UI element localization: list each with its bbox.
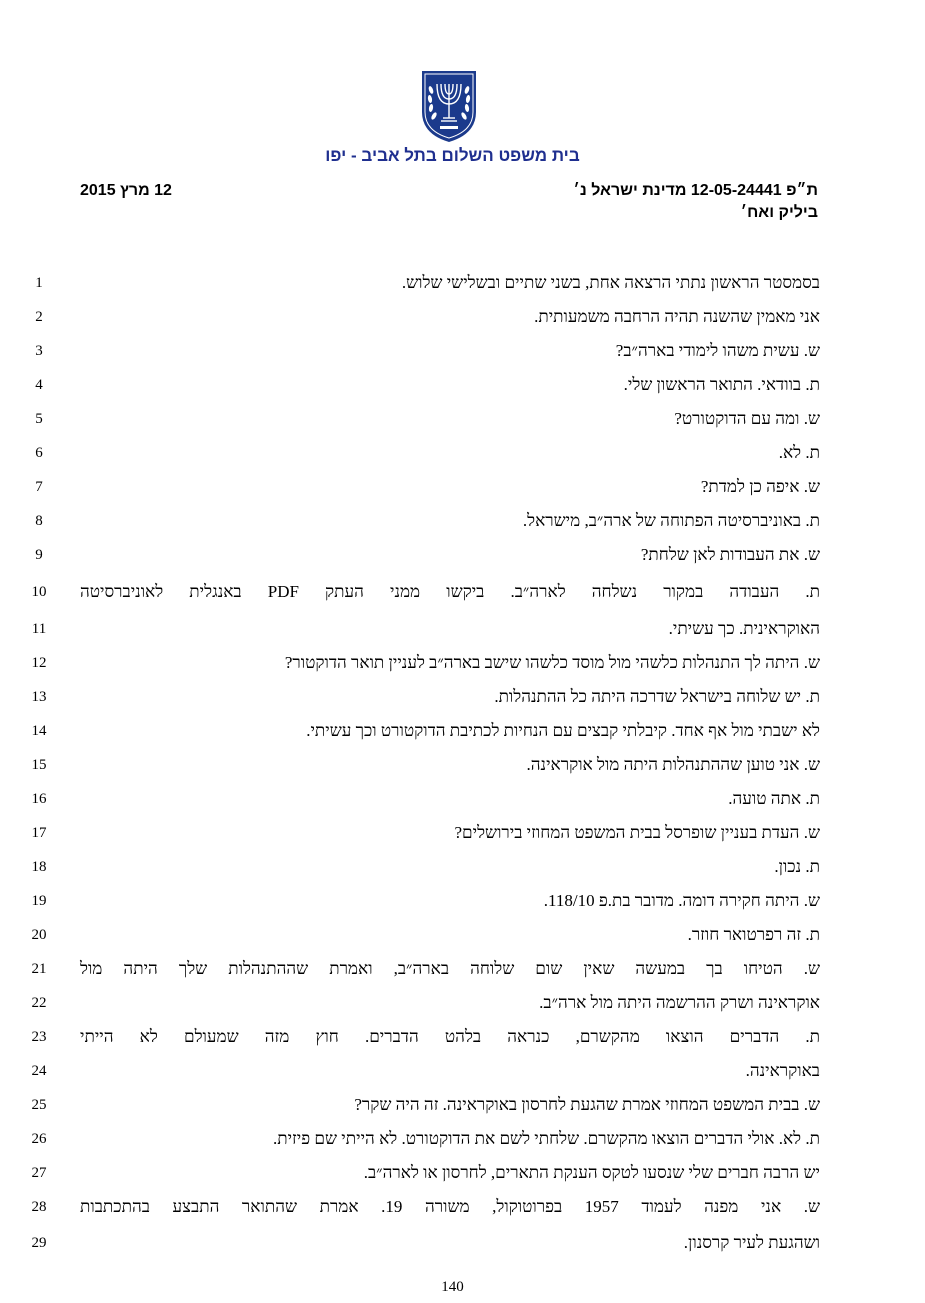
line-number: 2 bbox=[35, 309, 43, 325]
line-number: 3 bbox=[35, 343, 43, 359]
transcript-line: ת. אתה טועה. bbox=[728, 789, 820, 808]
line-number: 15 bbox=[31, 757, 47, 773]
line-number: 18 bbox=[31, 859, 47, 875]
line-number: 22 bbox=[31, 995, 47, 1011]
transcript-line: ושהגעת לעיר קרסנון. bbox=[683, 1233, 820, 1252]
transcript-line: ש. אני טוען שההתנהלות היתה מול אוקראינה. bbox=[526, 755, 820, 774]
page-number: 140 bbox=[441, 1279, 464, 1295]
transcript-line: ש. היתה לך התנהלות כלשהי מול מוסד כלשהו שישב בארה״ב לעניין תואר הדוקטור? bbox=[284, 653, 820, 672]
transcript-line: באוקראינה. bbox=[745, 1061, 820, 1080]
transcript-line: ש. הטיחו בך במעשה שאין שום שלוחה בארה״ב, ואמרת שההתנהלות שלך היתה מול bbox=[80, 959, 820, 978]
line-number: 26 bbox=[31, 1131, 47, 1147]
transcript-line: ת. באוניברסיטה הפתוחה של ארה״ב, מישראל. bbox=[522, 511, 820, 530]
transcript-line: ת. לא. bbox=[778, 443, 820, 462]
line-number: 11 bbox=[31, 621, 47, 637]
transcript-line: ת. נכון. bbox=[774, 857, 820, 876]
line-number: 4 bbox=[35, 377, 43, 393]
line-number: 8 bbox=[35, 513, 43, 529]
transcript-line: ש. איפה כן למדת? bbox=[700, 477, 820, 496]
line-number: 12 bbox=[31, 655, 47, 671]
transcript-line: ת. יש שלוחה בישראל שדרכה היתה כל ההתנהלות. bbox=[494, 687, 820, 706]
hearing-date: 12 מרץ 2015 bbox=[80, 182, 172, 199]
transcript-line: ש. עשית משהו לימודי בארה״ב? bbox=[615, 341, 820, 360]
line-number: 1 bbox=[35, 275, 43, 291]
transcript-line: ת. בוודאי. התואר הראשון שלי. bbox=[623, 375, 820, 394]
transcript-line: ת. זה רפרטואר חוזר. bbox=[687, 925, 820, 944]
line-number: 23 bbox=[31, 1029, 47, 1045]
line-number: 7 bbox=[35, 479, 43, 495]
line-number: 20 bbox=[31, 927, 47, 943]
transcript-line: ת. העבודה במקור נשלחה לארה״ב. ביקשו ממני העתק PDF באנגלית לאוניברסיטה bbox=[80, 582, 820, 601]
line-number: 5 bbox=[35, 411, 43, 427]
transcript-line: אוקראינה ושרק ההרשמה היתה מול ארה״ב. bbox=[539, 993, 820, 1012]
defendants: ביליק ואח׳ bbox=[740, 204, 818, 221]
line-number: 29 bbox=[31, 1235, 47, 1251]
line-number: 17 bbox=[31, 825, 47, 841]
case-number: ת״פ 12-05-24441 מדינת ישראל נ׳ bbox=[573, 182, 818, 199]
transcript-line: לא ישבתי מול אף אחד. קיבלתי קבצים עם הנחיות לכתיבת הדוקטורט וכך עשיתי. bbox=[306, 721, 820, 740]
line-number: 27 bbox=[31, 1165, 47, 1181]
line-number: 16 bbox=[31, 791, 47, 807]
transcript-line: אני מאמין שהשנה תהיה הרחבה משמעותית. bbox=[534, 307, 820, 326]
line-number: 10 bbox=[31, 584, 47, 600]
transcript-line: האוקראינית. כך עשיתי. bbox=[668, 619, 820, 638]
line-number: 9 bbox=[35, 547, 43, 563]
transcript-line: יש הרבה חברים שלי שנסעו לטקס הענקת התארים, לחרסון או לארה״ב. bbox=[363, 1163, 820, 1182]
line-number: 25 bbox=[31, 1097, 47, 1113]
transcript-line: ת. לא. אולי הדברים הוצאו מהקשרם. שלחתי לשם את הדוקטורט. לא הייתי שם פיזית. bbox=[272, 1129, 820, 1148]
line-number: 28 bbox=[31, 1199, 47, 1215]
transcript-line: בסמסטר הראשון נתתי הרצאה אחת, בשני שתיים ובשלישי שלוש. bbox=[401, 273, 820, 292]
transcript-line: ש. בבית המשפט המחוזי אמרת שהגעת לחרסון באוקראינה. זה היה שקר? bbox=[354, 1095, 820, 1114]
line-number: 13 bbox=[31, 689, 47, 705]
line-number: 14 bbox=[31, 723, 47, 739]
transcript-line: ש. את העבודות לאן שלחת? bbox=[640, 545, 820, 564]
line-number: 21 bbox=[31, 961, 47, 977]
line-number: 24 bbox=[31, 1063, 47, 1079]
transcript-line: ש. אני מפנה לעמוד 1957 בפרוטוקול, משורה 19. אמרת שהתואר התבצע בהתכתבות bbox=[80, 1197, 820, 1216]
line-number: 6 bbox=[35, 445, 43, 461]
transcript-line: ש. היתה חקירה דומה. מדובר בת.פ 118/10. bbox=[543, 891, 820, 910]
transcript-line: ת. הדברים הוצאו מהקשרם, כנראה בלהט הדברים. חוץ מזה שמעולם לא הייתי bbox=[80, 1027, 820, 1046]
court-name: בית משפט השלום בתל אביב - יפו bbox=[325, 146, 580, 165]
transcript-line: ש. העדת בעניין שופרסל בבית המשפט המחוזי בירושלים? bbox=[454, 823, 820, 842]
transcript-line: ש. ומה עם הדוקטורט? bbox=[674, 409, 820, 428]
line-number: 19 bbox=[31, 893, 47, 909]
